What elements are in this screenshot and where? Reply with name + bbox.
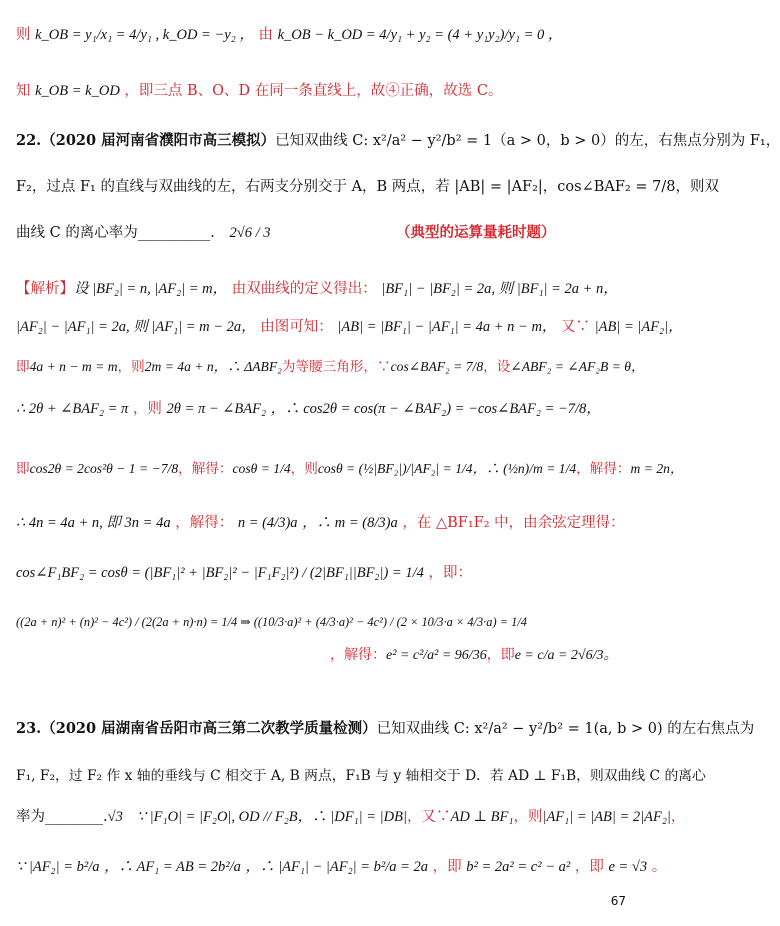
q22-answer: 2√6 / 3 bbox=[229, 225, 271, 241]
sol22-l3c: ，则 bbox=[117, 359, 145, 375]
sol22-l6e: ，在 △BF₁F₂ 中，由余弦定理得： bbox=[402, 515, 625, 531]
sol22-l5b: cos2θ = 2cos²θ − 1 = −7/8 bbox=[29, 461, 179, 476]
q22-line2 bbox=[16, 179, 719, 195]
sol22-line7 bbox=[16, 566, 626, 581]
q23-s1a: ∵ |F₁O| = |F₂O|, OD // F₂B，∴ |DF₁| = |DB| bbox=[136, 809, 407, 825]
sol22-l5f: cosθ = (½|BF₂|)/|AF₂| = 1/4 bbox=[317, 461, 473, 476]
sol22-l4b: ，则 bbox=[132, 401, 162, 417]
sol22-l7a: cos∠F₁BF₂ = cosθ = (|BF₁|² + |BF₂|² − |F₁F₂|²) / (2|BF₁||BF₂|) = 1/4 bbox=[16, 565, 424, 581]
q23-s1c: AD ⊥ BF₁ bbox=[450, 809, 514, 825]
q23-s2g: e = √3 bbox=[608, 859, 648, 875]
q22-line1 bbox=[16, 132, 780, 149]
sol22-l5a: 即 bbox=[16, 461, 30, 477]
q23-line3 bbox=[16, 809, 686, 825]
q23-text1: 已知双曲线 C: x²/a² − y²/b² = 1(a, b > 0) 的左右焦点为 bbox=[376, 721, 755, 737]
p1-d: k_OB − k_OD = 4/y₁ + y₂ = (4 + y₁y₂)/y₁ = 0 ， bbox=[277, 27, 563, 43]
sol22-l3h: ，设 bbox=[483, 359, 511, 375]
q23-s2a: ∵ |AF₂| = b²/a bbox=[16, 859, 100, 875]
sol22-line2 bbox=[16, 319, 683, 335]
p2-line bbox=[16, 84, 626, 99]
q23-s1b: ，又∵ bbox=[406, 809, 451, 825]
p2-b: k_OB = k_OD bbox=[35, 83, 120, 99]
sol22-l2c: |AB| = |BF₁| − |AF₁| = 4a + n − m， bbox=[337, 319, 557, 335]
sol22-l3d: 2m = 4a + n bbox=[144, 359, 214, 374]
q23-s1f: ， bbox=[670, 809, 686, 825]
sol22-l3f: 为等腰三角形，∵ bbox=[281, 359, 391, 375]
q22-label: 22.（2020 届河南省濮阳市高三模拟） bbox=[16, 132, 276, 149]
sol22-l8a: ((2a + n)² + (n)² − 4c²) / (2(2a + n)·n) = 1/4 ⇒ ((10/3·a)² + (4/3·a)² − 4c²) / (2 × 10/3·a × 4/3·a) = 1/4 bbox=[16, 615, 527, 629]
p1-c: 由 bbox=[258, 27, 273, 43]
q23-s2b: ，∴ AF₁ = AB = 2b²/a bbox=[104, 859, 241, 875]
sol22-l5c: ，解得： bbox=[178, 461, 233, 477]
sol22-line5 bbox=[16, 461, 684, 477]
sol22-l2b: 由图可知： bbox=[260, 319, 333, 335]
page-number: 67 bbox=[610, 894, 626, 908]
q23-s2h: 。 bbox=[651, 859, 667, 875]
q23-line2 bbox=[16, 768, 706, 784]
sol22-l4c: 2θ = π − ∠BAF₂ bbox=[166, 401, 267, 417]
q23-line1 bbox=[16, 720, 755, 737]
p2-a: 知 bbox=[16, 83, 31, 99]
sol22-l2e: |AB| = |AF₂|， bbox=[594, 319, 683, 335]
sol22-l7b: ，即： bbox=[428, 565, 472, 581]
sol22-l3b: 4a + n − m = m bbox=[29, 359, 118, 374]
sol22-l6a: ∴ 4n = 4a + n, 即 3n = 4a bbox=[16, 515, 171, 531]
sol22-l5e: ，则 bbox=[290, 461, 318, 477]
q22-note: （典型的运算量耗时题） bbox=[396, 224, 556, 241]
q23-s1e: |AF₁| = |AB| = 2|AF₂| bbox=[542, 809, 671, 825]
sol22-l5d: cosθ = 1/4 bbox=[232, 461, 291, 476]
sol22-line1 bbox=[16, 282, 626, 297]
q23-s2d: ，即 bbox=[432, 859, 462, 875]
sol22-l5i: m = 2n， bbox=[630, 461, 684, 476]
q23-s2c: ，∴ |AF₁| − |AF₂| = b²/a = 2a bbox=[245, 859, 429, 875]
sol22-l1b: 由双曲线的定义得出： bbox=[231, 281, 377, 297]
sol22-tag: 【解析】 bbox=[16, 281, 74, 297]
sol22-line3 bbox=[16, 359, 645, 375]
sol22-l5g: ，∴ (½n)/m = 1/4 bbox=[472, 461, 577, 476]
sol22-l8b: ，解得： bbox=[330, 647, 386, 663]
sol22-l3e: ，∴ ΔABF₂ bbox=[213, 359, 282, 374]
sol22-l2d: 又∵ bbox=[561, 319, 591, 335]
sol22-l1a: 设 |BF₂| = n, |AF₂| = m， bbox=[74, 281, 228, 297]
sol22-l2a: |AF₂| − |AF₁| = 2a, 则 |AF₁| = m − 2a， bbox=[16, 319, 256, 335]
q23-text3: 率为________. bbox=[16, 809, 108, 825]
sol22-line6 bbox=[16, 516, 626, 531]
q22-line3 bbox=[16, 226, 626, 241]
q23-s1d: ，则 bbox=[513, 809, 543, 825]
sol22-l1c: |BF₁| − |BF₂| = 2a, 则 |BF₁| = 2a + n， bbox=[381, 281, 618, 297]
sol22-l8e: e = c/a = 2√6/3。 bbox=[514, 648, 618, 663]
sol22-l4a: ∴ 2θ + ∠BAF₂ = π bbox=[16, 401, 129, 417]
q23-s2e: b² = 2a² = c² − a² bbox=[466, 859, 571, 875]
sol22-l8d: ，即 bbox=[486, 647, 515, 663]
sol22-l3g: cos∠BAF₂ = 7/8 bbox=[390, 359, 484, 374]
q22-text3: 曲线 C 的离心率为__________. bbox=[16, 225, 215, 241]
q23-s2f: ，即 bbox=[574, 859, 604, 875]
q22-text1: 已知双曲线 C: x²/a² − y²/b² = 1（a > 0，b > 0）的左，右焦点分别为 F₁， bbox=[275, 133, 780, 149]
sol22-l6c: n = (4/3)a bbox=[237, 515, 298, 531]
sol22-line8b bbox=[330, 648, 626, 663]
p1-a: 则 bbox=[16, 27, 31, 43]
q23-line4 bbox=[16, 859, 667, 875]
p1-b: k_OB = y₁/x₁ = 4/y₁ , k_OD = −y₂ ， bbox=[35, 27, 254, 43]
sol22-l8c: e² = c²/a² = 96/36 bbox=[386, 648, 487, 663]
sol22-line4 bbox=[16, 402, 626, 417]
q22-text2: F₂，过点 F₁ 的直线与双曲线的左，右两支分别交于 A，B 两点，若 |AB| = |AF₂|，cos∠BAF₂ = 7/8，则双 bbox=[16, 179, 719, 195]
sol22-l3i: ∠ABF₂ = ∠AF₂B = θ， bbox=[510, 359, 645, 374]
q23-label: 23.（2020 届湖南省岳阳市高三第二次教学质量检测） bbox=[16, 720, 377, 737]
p2-c: ，即三点 B、O、D 在同一条直线上，故④正确，故选 C。 bbox=[124, 83, 503, 99]
sol22-l6d: ，∴ m = (8/3)a bbox=[302, 515, 398, 531]
q23-text2: F₁, F₂，过 F₂ 作 x 轴的垂线与 C 相交于 A, B 两点，F₁B 与 y 轴相交于 D．若 AD ⊥ F₁B，则双曲线 C 的离心 bbox=[16, 768, 706, 784]
sol22-l5h: ，解得： bbox=[576, 461, 631, 477]
q23-answer: √3 bbox=[107, 809, 123, 825]
p1-line bbox=[16, 28, 626, 43]
sol22-l6b: ，解得： bbox=[175, 515, 234, 531]
sol22-l4d: ，∴ cos2θ = cos(π − ∠BAF₂) = −cos∠BAF₂ = −7/8， bbox=[270, 401, 601, 417]
sol22-l3a: 即 bbox=[16, 359, 30, 375]
sol22-line8 bbox=[16, 616, 626, 628]
